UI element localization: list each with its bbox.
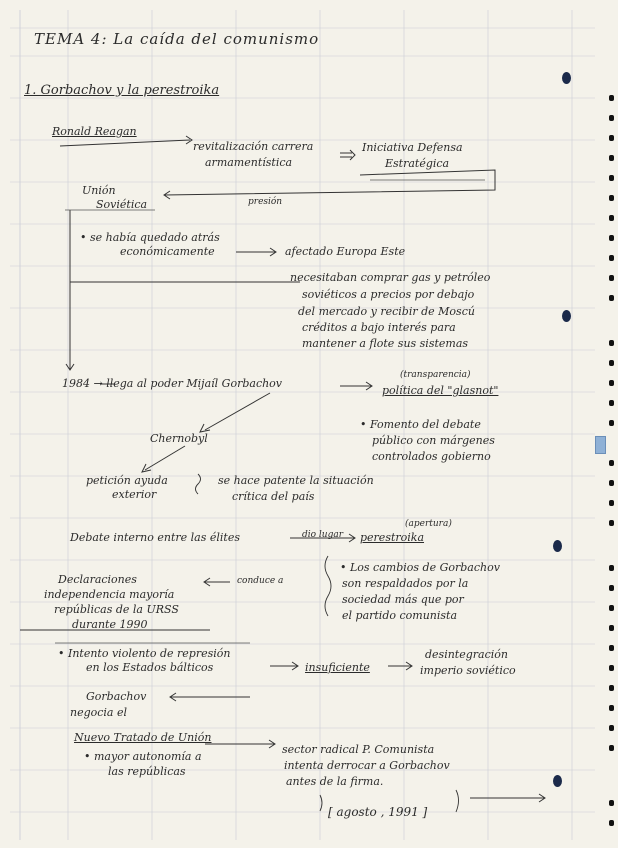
spiral-dot <box>609 645 614 651</box>
note-glasnot: política del "glasnot" <box>382 384 499 397</box>
spiral-dot <box>609 725 614 731</box>
note-presion: presión <box>248 197 283 207</box>
note-gorbachov-1: Gorbachov <box>86 690 147 703</box>
page-tab <box>595 436 606 454</box>
note-apertura: (apertura) <box>405 519 452 529</box>
note-iniciativa-2: Estratégica <box>385 157 450 170</box>
spiral-dot <box>609 585 614 591</box>
note-desintegracion-2: imperio soviético <box>420 664 516 677</box>
note-declaraciones-1: Declaraciones <box>58 573 137 586</box>
note-gorbachov-2: negocia el <box>70 706 128 719</box>
spiral-dot <box>609 215 614 221</box>
spiral-dot <box>609 195 614 201</box>
note-reagan: Ronald Reagan <box>52 125 137 138</box>
note-fomento-1: • Fomento del debate <box>360 418 481 431</box>
note-patente-1: se hace patente la situación <box>218 474 374 487</box>
note-fomento-3: controlados gobierno <box>372 450 491 463</box>
note-transparencia: (transparencia) <box>400 370 471 380</box>
note-desintegracion-1: desintegración <box>425 648 508 661</box>
spiral-dot <box>609 295 614 301</box>
note-declaraciones-3: repúblicas de la URSS <box>54 603 179 616</box>
note-intento-1: • Intento violento de represión <box>58 647 231 660</box>
section-heading: 1. Gorbachov y la perestroika <box>24 83 220 98</box>
spiral-dot <box>609 665 614 671</box>
spiral-dot <box>609 275 614 281</box>
spiral-dot <box>609 380 614 386</box>
note-sector-1: sector radical P. Comunista <box>282 743 435 756</box>
binder-hole <box>562 310 571 322</box>
spiral-dot <box>609 745 614 751</box>
spiral-dot <box>609 480 614 486</box>
note-necesitaban-5: mantener a flote sus sistemas <box>302 337 469 350</box>
spiral-dot <box>609 520 614 526</box>
note-union-1: Unión <box>82 184 116 197</box>
note-necesitaban-3: del mercado y recibir de Moscú <box>298 305 475 318</box>
note-fomento-2: público con márgenes <box>372 434 495 447</box>
spiral-dot <box>609 175 614 181</box>
note-declaraciones-4: durante 1990 <box>72 618 148 631</box>
note-autonomia-2: las repúblicas <box>108 765 186 778</box>
note-peticion-1: petición ayuda <box>86 474 168 487</box>
note-quedado-1: • se había quedado atrás <box>80 231 220 244</box>
note-debate: Debate interno entre las élites <box>70 531 240 544</box>
note-necesitaban-4: créditos a bajo interés para <box>302 321 456 334</box>
note-patente-2: crítica del país <box>232 490 315 503</box>
note-cambios-4: el partido comunista <box>342 609 458 622</box>
spiral-dot <box>609 800 614 806</box>
note-cambios-2: son respaldados por la <box>342 577 469 590</box>
spiral-dot <box>609 605 614 611</box>
note-agosto: [ agosto , 1991 ] <box>328 805 428 819</box>
note-llega: 1984 → llega al poder Mijaíl Gorbachov <box>62 377 283 390</box>
note-cambios-3: sociedad más que por <box>342 593 464 606</box>
note-quedado-2: económicamente <box>120 245 215 258</box>
spiral-dot <box>609 235 614 241</box>
spiral-dot <box>609 420 614 426</box>
spiral-dot <box>609 625 614 631</box>
note-revit-2: armamentística <box>205 156 293 169</box>
note-union-2: Soviética <box>96 198 148 211</box>
note-sector-2: intenta derrocar a Gorbachov <box>284 759 450 772</box>
spiral-dot <box>609 360 614 366</box>
spiral-dot <box>609 115 614 121</box>
note-insuficiente: insuficiente <box>305 661 370 674</box>
spiral-dot <box>609 705 614 711</box>
note-iniciativa-1: Iniciativa Defensa <box>362 141 463 154</box>
note-intento-2: en los Estados bálticos <box>86 661 214 674</box>
note-peticion-2: exterior <box>112 488 157 501</box>
spiral-dot <box>609 255 614 261</box>
binder-hole <box>562 72 571 84</box>
note-autonomia-1: • mayor autonomía a <box>84 750 202 763</box>
spiral-dot <box>609 400 614 406</box>
note-necesitaban-2: soviéticos a precios por debajo <box>302 288 475 301</box>
spiral-dot <box>609 500 614 506</box>
page-title: TEMA 4: La caída del comunismo <box>34 30 320 48</box>
note-dio-lugar: dio lugar <box>302 530 344 540</box>
note-perestroika: perestroika <box>360 531 425 544</box>
spiral-dot <box>609 565 614 571</box>
note-sector-3: antes de la firma. <box>286 775 384 788</box>
spiral-dot <box>609 95 614 101</box>
binder-hole <box>553 775 562 787</box>
note-chernobyl: Chernobyl <box>150 432 208 445</box>
spiral-dot <box>609 155 614 161</box>
spiral-dot <box>609 135 614 141</box>
spiral-dot <box>609 820 614 826</box>
spiral-dot <box>609 685 614 691</box>
note-afectado: afectado Europa Este <box>285 245 406 258</box>
note-revit-1: revitalización carrera <box>193 140 314 153</box>
binder-hole <box>553 540 562 552</box>
spiral-dot <box>609 460 614 466</box>
note-necesitaban-1: necesitaban comprar gas y petróleo <box>290 271 491 284</box>
note-cambios-1: • Los cambios de Gorbachov <box>340 561 500 574</box>
note-declaraciones-2: independencia mayoría <box>44 588 175 601</box>
note-tratado: Nuevo Tratado de Unión <box>74 731 212 744</box>
spiral-dot <box>609 340 614 346</box>
note-conduce: conduce a <box>237 576 284 586</box>
